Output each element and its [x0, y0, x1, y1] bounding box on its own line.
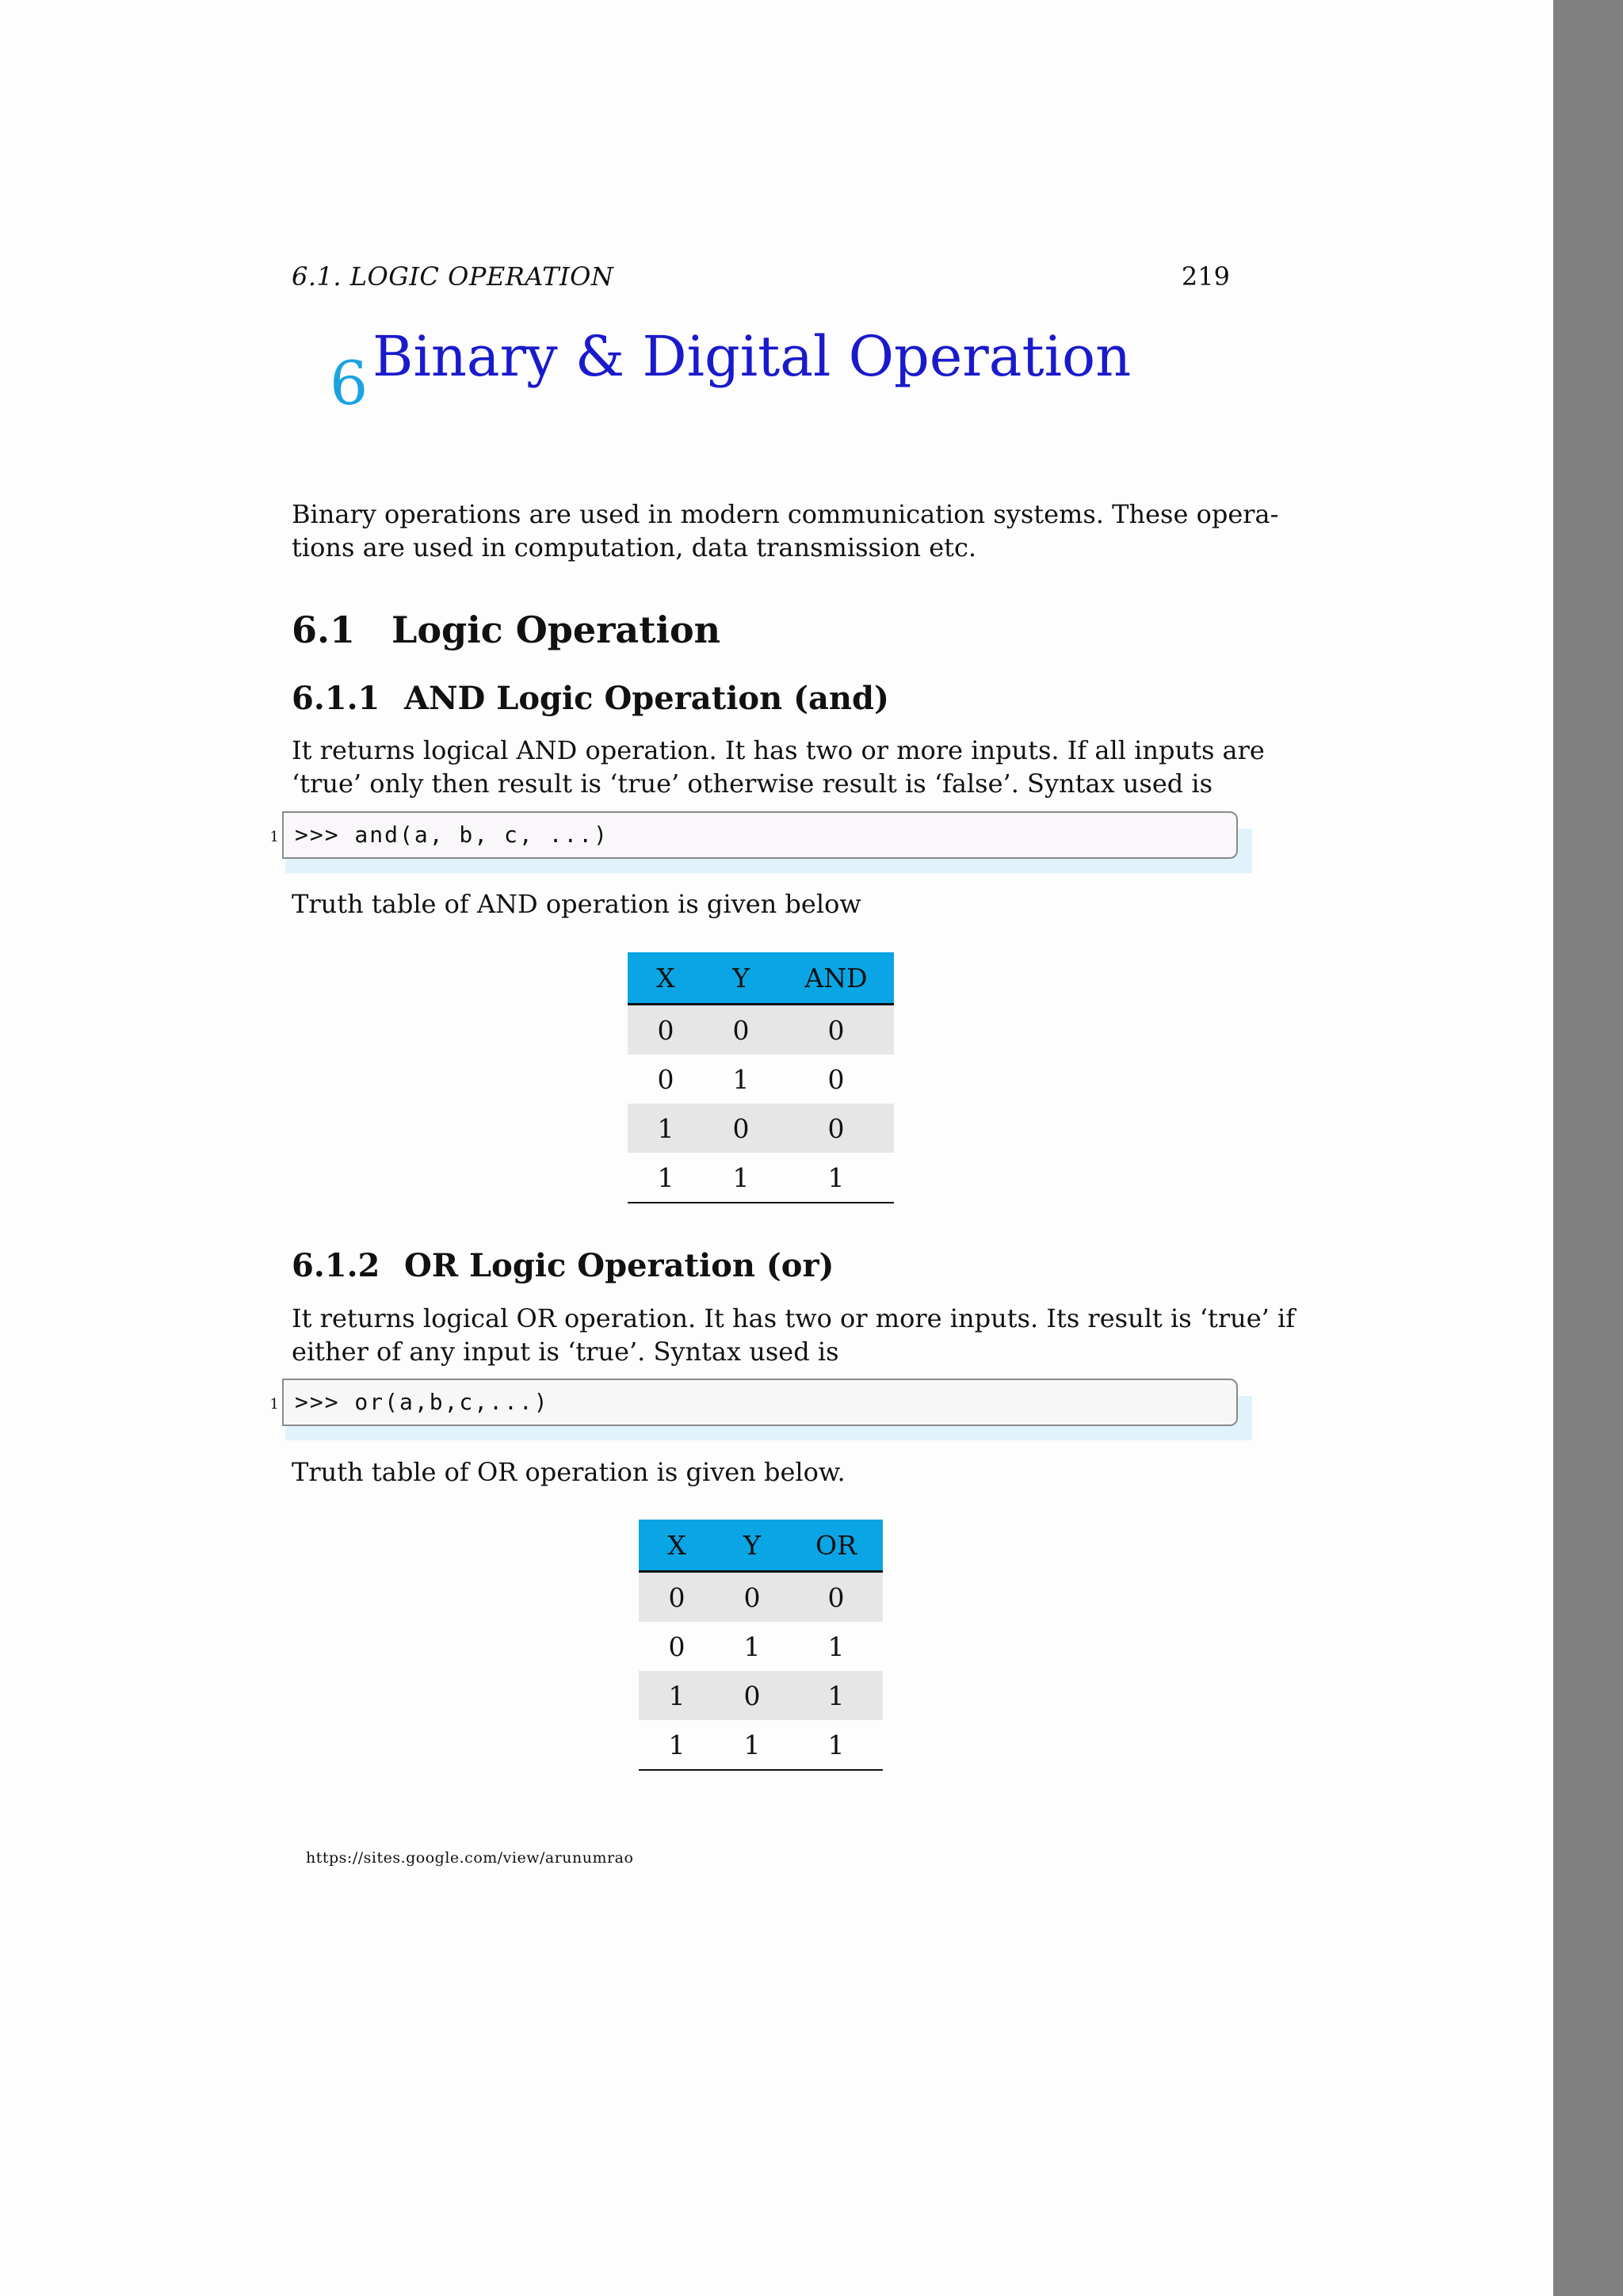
table-cell: 1	[628, 1153, 704, 1203]
subsection-title: OR Logic Operation (or)	[404, 1247, 834, 1284]
table-cell: 1	[639, 1720, 715, 1770]
and-table-intro	[292, 887, 1230, 921]
footer-url-link[interactable]: https://sites.google.com/view/arunumrao	[306, 1849, 634, 1867]
chapter-title: Binary & Digital Operation	[372, 324, 1132, 389]
or-table-intro	[292, 1455, 1230, 1489]
table-cell: 0	[778, 1005, 894, 1055]
table-cell: 0	[704, 1005, 778, 1055]
code-line-number: 1	[269, 829, 279, 845]
table-cell: 0	[639, 1572, 715, 1623]
table-cell: 1	[789, 1720, 883, 1770]
table-row	[639, 1720, 883, 1770]
table-cell: 0	[704, 1104, 778, 1153]
paragraph-line: either of any input is ‘true’. Syntax used is	[292, 1337, 839, 1367]
table-cell: 1	[639, 1671, 715, 1720]
code-listing-or: >>> or(a,b,c,...)	[282, 1379, 1238, 1426]
paragraph-line: ‘true’ only then result is ‘true’ otherwise result is ‘false’. Syntax used is	[292, 769, 1213, 799]
subsection-title: AND Logic Operation (and)	[404, 680, 889, 717]
table-cell: 0	[628, 1005, 704, 1055]
table-cell: 0	[827, 1063, 845, 1095]
table-cell: 0	[668, 1630, 685, 1662]
section-title: Logic Operation	[391, 608, 721, 651]
paragraph-line: Truth table of AND operation is given below	[292, 889, 861, 919]
table-cell: 0	[715, 1572, 789, 1623]
table-cell: 1	[827, 1630, 845, 1662]
subsection-heading-or	[292, 1247, 834, 1284]
table-row	[628, 1104, 894, 1153]
column-header: AND	[778, 952, 894, 1005]
table-cell: 1	[743, 1630, 761, 1662]
table-row	[628, 1153, 894, 1203]
section-heading	[292, 608, 720, 651]
and-truth-table	[628, 952, 894, 1203]
code-listing-and: >>> and(a, b, c, ...)	[282, 811, 1238, 859]
column-header: OR	[789, 1520, 883, 1572]
table-row	[628, 1005, 894, 1055]
table-cell: 0	[789, 1572, 883, 1623]
intro-line: Binary operations are used in modern communication systems. These opera-	[292, 499, 1279, 529]
subsection-number: 6.1.1	[292, 680, 380, 717]
code-line-number: 1	[269, 1396, 279, 1413]
or-paragraph	[292, 1302, 1296, 1368]
column-header: Y	[704, 952, 778, 1005]
table-cell: 1	[704, 1153, 778, 1203]
page-number: 219	[1181, 261, 1230, 292]
table-cell: 1	[732, 1063, 750, 1095]
and-paragraph	[292, 734, 1265, 800]
running-head: 6.1. LOGIC OPERATION	[292, 261, 614, 292]
table-header-row	[639, 1520, 883, 1572]
column-header: X	[628, 952, 704, 1005]
or-truth-table	[639, 1520, 883, 1771]
table-cell: 0	[778, 1104, 894, 1153]
paragraph-line: It returns logical AND operation. It has two or more inputs. If all inputs are	[292, 735, 1265, 765]
paragraph-line: It returns logical OR operation. It has two or more inputs. Its result is ‘true’ if	[292, 1303, 1296, 1333]
table-cell: 1	[715, 1720, 789, 1770]
chapter-number: 6	[330, 348, 369, 418]
table-row	[639, 1622, 883, 1671]
section-number: 6.1	[292, 608, 356, 651]
table-row	[639, 1572, 883, 1623]
table-cell: 1	[789, 1671, 883, 1720]
table-row	[628, 1055, 894, 1104]
table-cell: 1	[628, 1104, 704, 1153]
subsection-number: 6.1.2	[292, 1247, 380, 1284]
paragraph-line: Truth table of OR operation is given below.	[292, 1457, 846, 1487]
table-row	[639, 1671, 883, 1720]
side-bar	[1553, 0, 1623, 2296]
table-cell: 1	[778, 1153, 894, 1203]
column-header: Y	[715, 1520, 789, 1572]
table-cell: 0	[657, 1063, 674, 1095]
table-header-row	[628, 952, 894, 1005]
intro-line: tions are used in computation, data transmission etc.	[292, 532, 977, 563]
subsection-heading-and	[292, 680, 889, 717]
table-cell: 0	[715, 1671, 789, 1720]
intro-paragraph	[292, 498, 1279, 564]
column-header: X	[639, 1520, 715, 1572]
